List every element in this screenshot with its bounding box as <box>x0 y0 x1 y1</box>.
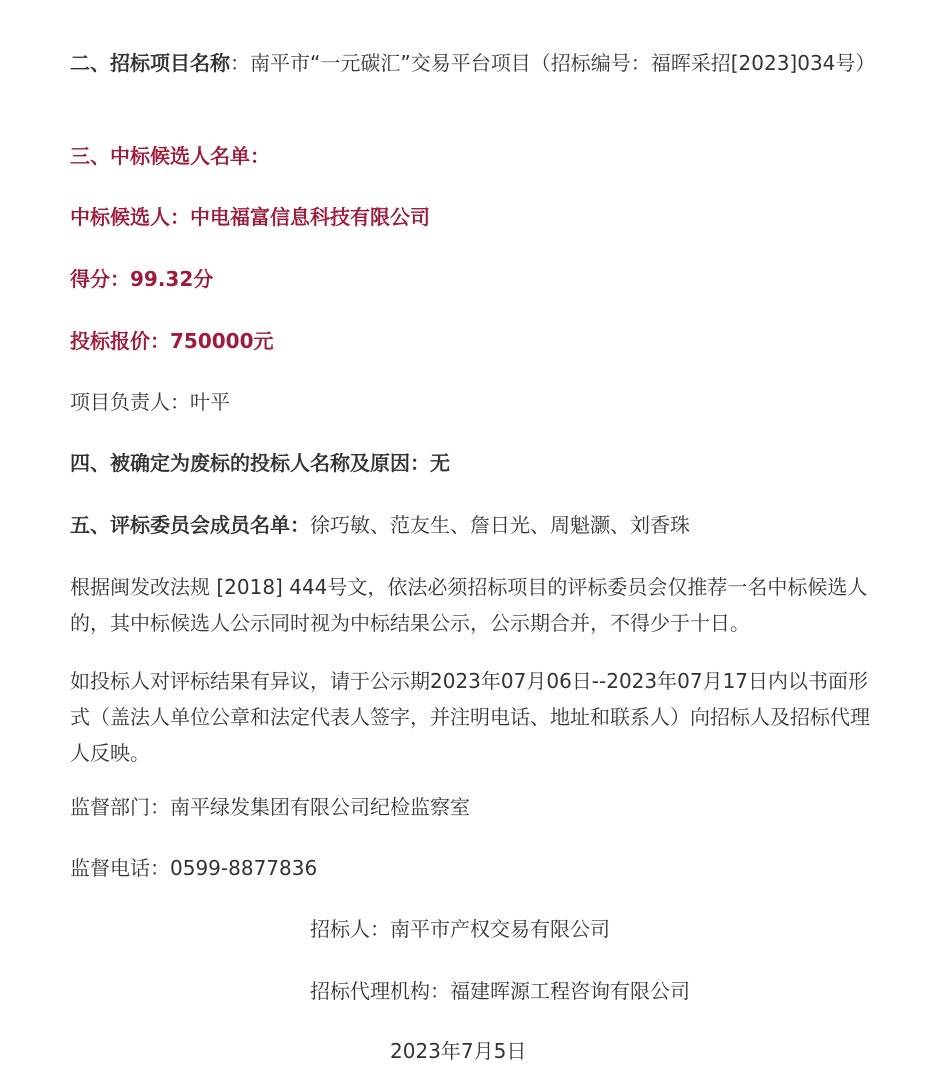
section2-value: 南平市“一元碳汇”交易平台项目（招标编号：福晖采招[2023]034号） <box>250 51 876 75</box>
section5-members: 徐巧敏、范友生、詹日光、周魁灏、刘香珠 <box>310 513 690 537</box>
candidate-name: 中标候选人：中电福富信息科技有限公司 <box>70 205 430 229</box>
candidate-price: 投标报价：750000元 <box>70 329 274 353</box>
section4-disqualified: 四、被确定为废标的投标人名称及原因：无 <box>70 451 450 475</box>
supervision-phone: 监督电话：0599-8877836 <box>70 856 318 880</box>
candidate-manager: 项目负责人：叶平 <box>70 390 230 414</box>
objection-paragraph: 如投标人对评标结果有异议，请于公示期2023年07月06日--2023年07月17日内以书面形式（盖法人单位公章和法定代表人签字，并注明电话、地址和联系人）向招标人及招标代理人反映。 <box>70 669 870 765</box>
notice-paragraph: 根据闽发改法规 [2018] 444号文，依法必须招标项目的评标委员会仅推荐一名中标候选人的，其中标候选人公示同时视为中标结果公示，公示期合并，不得少于十日。 <box>70 575 868 635</box>
section3-heading: 三、中标候选人名单： <box>70 144 270 168</box>
section2-project-name <box>70 45 885 81</box>
section5-label: 五、评标委员会成员名单： <box>70 513 310 537</box>
agency-line: 招标代理机构：福建晖源工程咨询有限公司 <box>310 979 690 1003</box>
section2-label: 二、招标项目名称 <box>70 51 230 75</box>
section5-committee <box>70 507 885 543</box>
candidate-score: 得分：99.32分 <box>70 267 214 291</box>
section2-colon: ： <box>230 51 250 75</box>
supervision-dept: 监督部门：南平绿发集团有限公司纪检监察室 <box>70 795 470 819</box>
tenderer-line: 招标人：南平市产权交易有限公司 <box>310 917 610 941</box>
signature-date: 2023年7月5日 <box>390 1039 527 1063</box>
